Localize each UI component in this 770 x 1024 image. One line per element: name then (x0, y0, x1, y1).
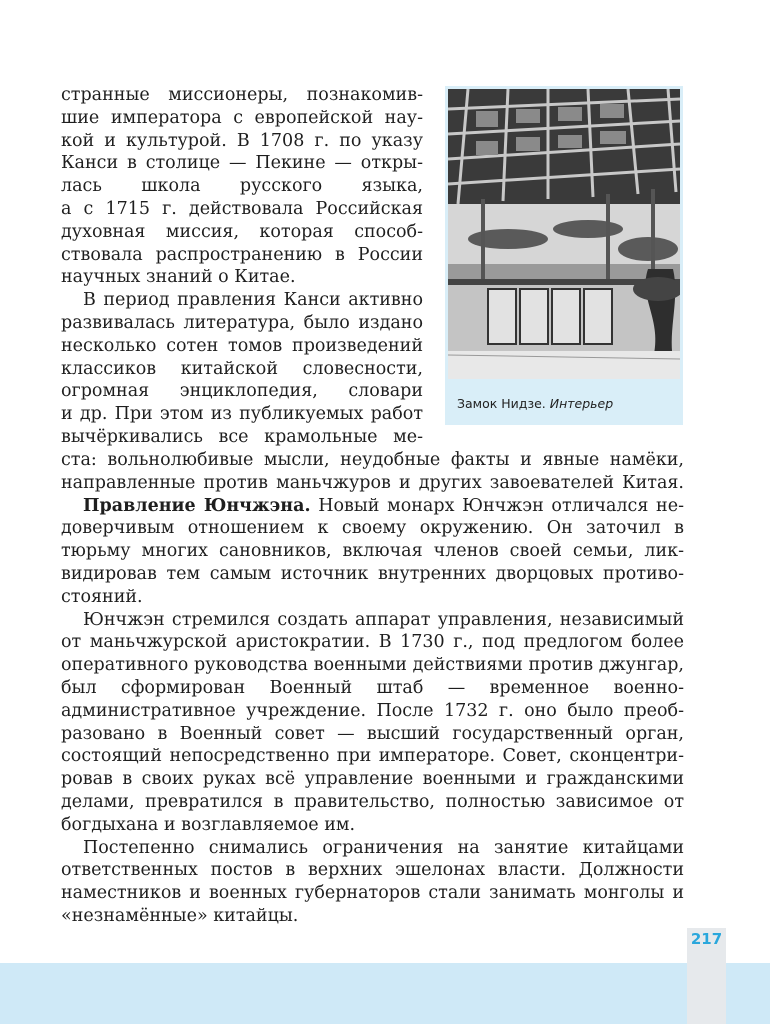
paragraph-restrictions: Постепенно снимались ограничения на занятие китайцами ответственных постов в верхних эшелонах власти. Должности наместников и военных губернаторов стали занимать монголы и «незнамённые» китайцы. (61, 837, 684, 926)
text-line: развивалась литература, было издано (61, 312, 423, 333)
text-line: научных знаний о Китае. (61, 267, 296, 288)
text-line: огромная энциклопедия, словари (61, 381, 423, 402)
figure-caption: Замок Нидзе. Интерьер (457, 396, 614, 411)
castle-interior-photo (448, 89, 680, 379)
text-line: странные миссионеры, познакомив- (61, 85, 423, 105)
page-number: 217 (690, 930, 723, 948)
text-line: шие императора с европейской нау- (61, 107, 423, 128)
footer-band (0, 963, 770, 1024)
paragraph-literature-continued (61, 449, 684, 495)
text-line: кой и культурой. В 1708 г. по указу (61, 130, 423, 151)
paragraph-military-council: Юнчжэн стремился создать аппарат управления, независимый от маньчжурской аристократии. В 1730 г., под предлогом более оперативного руководства военными действиями против джунгар, был сформирован Военный штаб — временное военноадминистративное учреждение. После 1732 г. оно было преобразовано в Военный совет — высший государственный орган, состоящий непосредственно при императоре. Совет, сконцентрировав в своих руках всё управление военными и гражданскими делами, превратился в правительство, полностью зависимое от богдыхана и возглавляемое им. (61, 609, 684, 835)
figure-nijo-castle (445, 86, 683, 425)
text-line: классиков китайской словесности, (61, 358, 423, 379)
text-line: а с 1715 г. действовала Российская (61, 198, 423, 219)
paragraph-missionaries (61, 84, 423, 289)
text-line: направленные против маньчжуров и других завоевателей Китая. (61, 472, 684, 493)
text-line: ста: вольнолюбивые мысли, неудобные факты и явные намёки, (61, 450, 684, 470)
text-line: несколько сотен томов произведений (61, 335, 423, 356)
text-line: ствовала распространению в России (61, 244, 423, 265)
paragraph-yongzheng-rule: Правление Юнчжэна. Новый монарх Юнчжэн отличался недоверчивым отношением к своему окружению. Он заточил в тюрьму многих сановников, включая членов своей семьи, ликвидировав тем самым источник внутренних дворцовых противостояний. (61, 495, 684, 607)
section-heading: Правление Юнчжэна. (83, 495, 311, 516)
text-line: и др. При этом из публикуемых работ (61, 404, 423, 425)
main-text-block (61, 449, 684, 928)
text-line: духовная миссия, которая способ- (61, 221, 423, 242)
wrapped-text-block (61, 84, 423, 449)
text-line: Канси в столице — Пекине — откры- (61, 153, 423, 174)
text-line: вычёркивались все крамольные ме- (61, 426, 423, 447)
text-line: лась школа русского языка, (61, 176, 423, 197)
paragraph-literature (61, 289, 423, 449)
text-line: В период правления Канси активно (83, 290, 423, 311)
